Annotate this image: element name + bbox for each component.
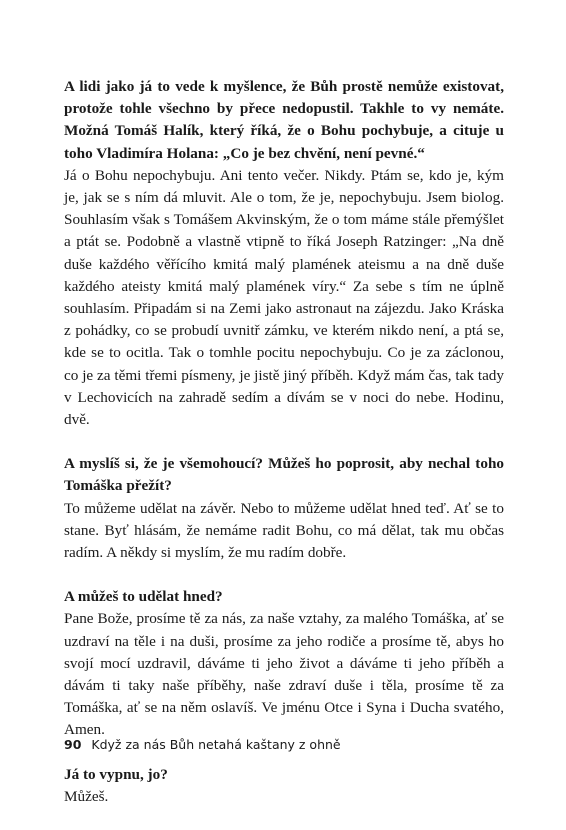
answer-4: Můžeš. bbox=[64, 787, 109, 805]
interview-block-3 bbox=[64, 586, 504, 741]
interview-block-4 bbox=[64, 764, 504, 808]
interview-block-2 bbox=[64, 453, 504, 564]
question-2: A myslíš si, že je všemohoucí? Můžeš ho poprosit, aby nechal toho Tomáška přežít? bbox=[64, 455, 504, 495]
answer-3: Pane Bože, prosíme tě za nás, za naše vztahy, za malého Tomáška, ať se uzdraví na těle i na duši, prosíme za jeho rodiče a prosíme tě, abys ho svojí mocí uzdravil, dáváme ti jeho život a dáváme ti jeho příběh a dávám ti taky naše příběhy, naše zdraví duše i těla, prosíme tě za Tomáška, ať se na něm oslavíš. Ve jménu Otce i Syna i Ducha svatého, Amen. bbox=[64, 610, 504, 739]
question-3: A můžeš to udělat hned? bbox=[64, 588, 223, 606]
question-4: Já to vypnu, jo? bbox=[64, 765, 168, 783]
answer-1: Já o Bohu nepochybuju. Ani tento večer. Nikdy. Ptám se, kdo je, kým je, jak se s ním dá mluvit. Ale o tom, že je, nepochybuju. Jsem biolog. Souhlasím však s Tomášem Akvinským, že o tom máme stále přemýšlet a ptát se. Podobně a vlastně vtipně to říká Joseph Ratzinger: „Na dně duše každého věřícího kmitá malý plamének ateismu a na dně duše každého ateisty kmitá malý plamének víry.“ Za sebe s tím ne úplně souhlasím. Připadám si na Zemi jako astronaut na zájezdu. Jako Kráska z pohádky, co se probudí uvnitř zámku, ve kterém nikdo není, a ptá se, kde se to ocitla. Tak o tomhle pocitu nepochybuju. Co je za záclonou, co je za těmi třemi písmeny, je jistě jiný příběh. Když mám čas, tak tady v Lechovicích na zahradě sedím a dívám se v noci do nebe. Hodinu, dvě. bbox=[64, 166, 504, 429]
question-1: A lidi jako já to vede k myšlence, že Bůh prostě nemůže existovat, protože tohle všechno by přece nedopustil. Takhle to vy nemáte. Možná Tomáš Halík, který říká, že o Bohu pochybuje, a cituje u toho Vladimíra Holana: „Co je bez chvění, není pevné.“ bbox=[64, 78, 504, 162]
answer-2: To můžeme udělat na závěr. Nebo to můžeme udělat hned teď. Ať se to stane. Byť hlásám, že nemáme radit Bohu, co má dělat, tak mu občas radím. A někdy si myslím, že mu radím dobře. bbox=[64, 499, 504, 562]
page-footer bbox=[64, 737, 341, 753]
interview-block-1 bbox=[64, 76, 504, 431]
page-body bbox=[64, 76, 504, 830]
page-number: 90 bbox=[64, 737, 82, 752]
book-title: Když za nás Bůh netahá kaštany z ohně bbox=[91, 737, 341, 752]
